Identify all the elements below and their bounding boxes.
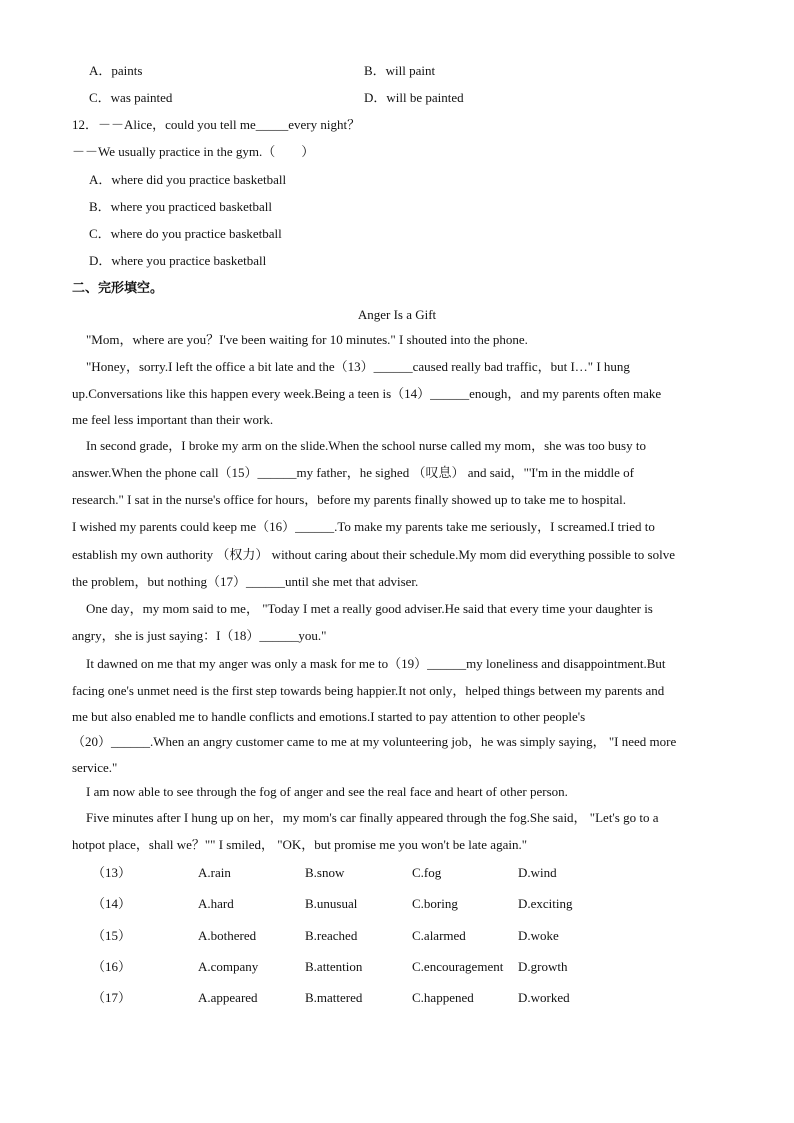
choice-number: （17） <box>92 990 132 1005</box>
passage-line: research." I sat in the nurse's office for hours，before my parents finally showed up to take me to hospital. <box>72 492 626 507</box>
q12-option-d: D．where you practice basketball <box>89 253 267 268</box>
passage-line: "Mom，where are you？I've been waiting for 10 minutes." I shouted into the phone. <box>86 332 528 347</box>
passage-line: One day，my mom said to me， "Today I met a really good adviser.He said that every time your daughter is <box>86 601 653 616</box>
passage-line: answer.When the phone call（15）______my father，he sighed （叹息） and said，"'I'm in the middle of <box>72 465 635 480</box>
choice-d: D.wind <box>518 865 557 880</box>
passage-line: the problem，but nothing（17）______until she met that adviser. <box>72 574 419 589</box>
q11-option-b: B．will paint <box>364 63 436 78</box>
passage-line: "Honey，sorry.I left the office a bit late and the（13）______caused really bad traffic，but I…" I hung <box>86 359 630 374</box>
q12-option-a: A．where did you practice basketball <box>89 172 287 187</box>
q12-option-b: B．where you practiced basketball <box>89 199 273 214</box>
choice-b: B.mattered <box>305 990 363 1005</box>
passage-line: me feel less important than their work. <box>72 412 274 427</box>
passage-line: up.Conversations like this happen every week.Being a teen is（14）______enough，and my parents often make <box>72 386 662 401</box>
choice-a: A.appeared <box>198 990 258 1005</box>
passage-line: establish my own authority （权力） without caring about their schedule.My mom did everything possible to solve <box>72 547 675 562</box>
passage-line: facing one's unmet need is the first step towards being happier.It not only，helped things between my parents and <box>72 683 665 698</box>
choice-number: （13） <box>92 865 132 880</box>
q11-option-d: D．will be painted <box>364 90 464 105</box>
passage-line: In second grade，I broke my arm on the slide.When the school nurse called my mom，she was too busy to <box>86 438 646 453</box>
choice-c: C.fog <box>412 865 442 880</box>
passage-line: me but also enabled me to handle conflicts and emotions.I started to pay attention to other people's <box>72 709 586 724</box>
passage-title: Anger Is a Gift <box>357 307 437 322</box>
q11-option-c: C．was painted <box>89 90 173 105</box>
q11-option-a: A．paints <box>89 63 143 78</box>
passage-line: angry，she is just saying：I（18）______you." <box>72 628 327 643</box>
choice-number: （14） <box>92 896 132 911</box>
choice-b: B.reached <box>305 928 358 943</box>
passage-line: I am now able to see through the fog of anger and see the real face and heart of other person. <box>86 784 568 799</box>
passage-line: （20）______.When an angry customer came to me at my volunteering job，he was simply saying， "I need more <box>72 734 677 749</box>
choice-d: D.exciting <box>518 896 573 911</box>
passage-line: Five minutes after I hung up on her，my mom's car finally appeared through the fog.She said， "Let's go to a <box>86 810 659 825</box>
choice-a: A.rain <box>198 865 231 880</box>
passage-line: hotpot place，shall we？"" I smiled， "OK，but promise me you won't be late again." <box>72 837 528 852</box>
choice-a: A.bothered <box>198 928 257 943</box>
choice-d: D.woke <box>518 928 559 943</box>
q12-question: 12．－－Alice，could you tell me_____every night？ <box>72 117 361 132</box>
passage-line: I wished my parents could keep me（16）______.To make my parents take me seriously，I screamed.I tried to <box>72 519 655 534</box>
choice-d: D.growth <box>518 959 568 974</box>
choice-a: A.company <box>198 959 259 974</box>
choice-d: D.worked <box>518 990 570 1005</box>
q12-option-c: C．where do you practice basketball <box>89 226 282 241</box>
choice-c: C.happened <box>412 990 474 1005</box>
choice-a: A.hard <box>198 896 234 911</box>
choice-c: C.encouragement <box>412 959 504 974</box>
choice-b: B.unusual <box>305 896 358 911</box>
section-heading: 二、完形填空。 <box>72 281 164 296</box>
choice-c: C.boring <box>412 896 458 911</box>
choice-number: （15） <box>92 928 132 943</box>
choice-c: C.alarmed <box>412 928 466 943</box>
choice-b: B.snow <box>305 865 345 880</box>
passage-line: It dawned on me that my anger was only a mask for me to（19）______my loneliness and disappointment.But <box>86 656 666 671</box>
passage-line: service." <box>72 760 118 775</box>
choice-number: （16） <box>92 959 132 974</box>
q12-answer-line: －－We usually practice in the gym.（ ） <box>72 144 315 159</box>
choice-b: B.attention <box>305 959 363 974</box>
